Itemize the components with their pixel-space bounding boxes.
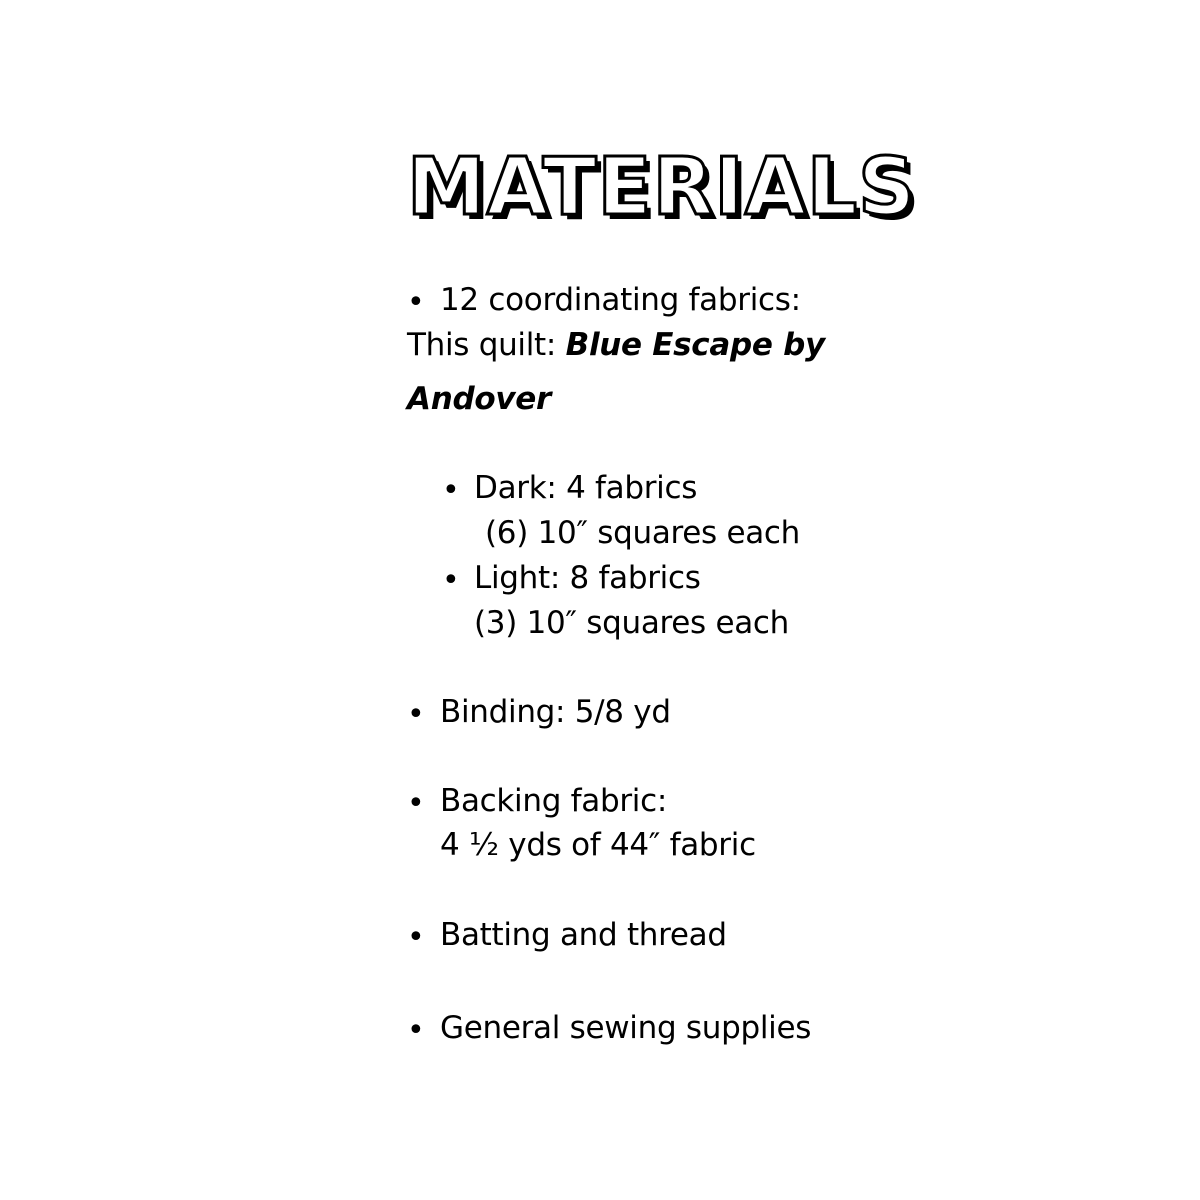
- supplies-item: General sewing supplies: [440, 1010, 812, 1046]
- dark-fabrics-detail: (6) 10″ squares each: [485, 515, 801, 551]
- quilt-fabric-maker: Andover: [407, 381, 551, 417]
- this-quilt-prefix: This quilt:: [407, 327, 566, 363]
- this-quilt-line: [407, 327, 825, 363]
- light-fabrics-detail: (3) 10″ squares each: [474, 605, 790, 641]
- batting-item: Batting and thread: [440, 917, 727, 953]
- bullet-icon: •: [407, 920, 425, 955]
- fabrics-label: 12 coordinating fabrics:: [440, 282, 801, 318]
- light-fabrics-label: Light: 8 fabrics: [474, 560, 701, 596]
- bullet-icon: •: [407, 786, 425, 821]
- bullet-icon: •: [442, 563, 460, 598]
- backing-label: Backing fabric:: [440, 783, 667, 819]
- bullet-icon: •: [442, 473, 460, 508]
- binding-item: Binding: 5/8 yd: [440, 694, 671, 730]
- bullet-icon: •: [407, 1013, 425, 1048]
- bullet-icon: •: [407, 697, 425, 732]
- page-title: MATERIALS: [407, 141, 917, 233]
- dark-fabrics-label: Dark: 4 fabrics: [474, 470, 698, 506]
- bullet-icon: •: [407, 285, 425, 320]
- backing-detail: 4 ½ yds of 44″ fabric: [440, 827, 756, 863]
- quilt-fabric-name: Blue Escape by: [565, 327, 825, 363]
